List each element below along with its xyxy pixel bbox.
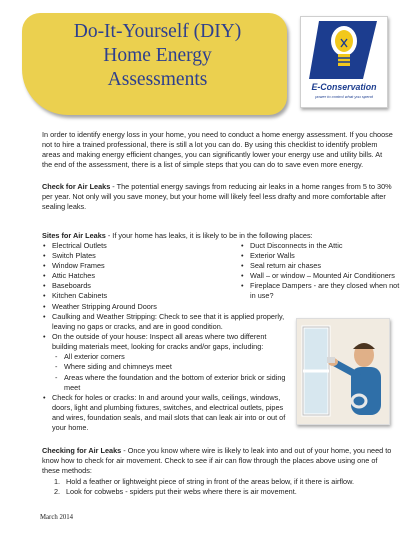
intro-paragraph: In order to identify energy loss in your home, you need to conduct a home energy assessment. If you choose not to hire a trained professional, there is still a lot you can do. By using this checklist to identify problem areas and making energy efficient changes, you can significantly lower your energy use and utility bills. At the end of the assessment, there is a list of simple steps that you can do to save even more energy. <box>42 130 393 170</box>
logo-name: E-Conservation <box>311 82 377 92</box>
step-text: Hold a feather or lightweight piece of string in front of the areas below, if it there is airflow. <box>66 477 354 486</box>
sites-air-leaks-heading: Sites for Air Leaks <box>42 231 106 240</box>
list-item: • Exterior Walls <box>240 251 400 261</box>
sites-air-leaks-paragraph <box>42 231 394 241</box>
footer-date: March 2014 <box>40 514 74 521</box>
page-title: Do-It-Yourself (DIY) Home Energy Assessments <box>73 21 242 90</box>
list-item: • Seal return air chases <box>240 261 400 271</box>
outside-item: • On the outside of your house: Inspect all areas where two different building materials meet, looking for cracks and/or gaps, including: <box>42 332 292 352</box>
list-item: • Wall – or window – Mounted Air Conditioners <box>240 271 400 281</box>
list-item <box>42 477 394 487</box>
checking-air-leaks-paragraph <box>42 446 394 476</box>
logo-tagline: power to control what you spend <box>315 94 373 99</box>
sites-air-leaks-text: - If your home has leaks, it is likely to be in the following places: <box>105 231 313 240</box>
check-air-leaks-paragraph <box>42 182 394 212</box>
holes-item: • Check for holes or cracks: In and around your walls, ceilings, windows, doors, light and plumbing fixtures, switches, and electrical outlets, pipes and wires, foundation seals, and mail slots that can leak air into or out of your home. <box>42 393 292 433</box>
list-item: • Window Frames <box>42 261 242 271</box>
man-caulking-window-icon <box>297 319 389 424</box>
list-item: - Where siding and chimneys meet <box>54 362 292 372</box>
checking-steps-list <box>42 477 394 497</box>
check-air-leaks-text: - The potential energy savings from reducing air leaks in a home ranges from 5 to 30% per year. Not only will you save money, but your home will likely feel less drafty and more comfortable after sealing leaks. <box>42 182 392 212</box>
list-item: • Baseboards <box>42 281 242 291</box>
list-item: • Weather Stripping Around Doors <box>42 302 242 312</box>
step-number: 1. <box>54 477 61 486</box>
step-text: Look for cobwebs - spiders put their webs where there is air movement. <box>66 487 297 497</box>
inspection-list <box>42 312 292 433</box>
list-item: - Areas where the foundation and the bottom of exterior brick or siding meet <box>54 373 292 393</box>
list-item: • Kitchen Cabinets <box>42 291 242 301</box>
e-conservation-logo <box>300 16 388 108</box>
check-air-leaks-heading: Check for Air Leaks <box>42 182 111 191</box>
step-number: 2. <box>54 487 61 497</box>
list-item: • Fireplace Dampers - are they closed when not in use? <box>240 281 400 301</box>
sites-right-column <box>240 241 400 302</box>
checking-air-leaks-heading: Checking for Air Leaks <box>42 446 122 455</box>
list-item: - All exterior corners <box>54 352 292 362</box>
outside-sublist <box>54 352 292 392</box>
sites-left-column <box>42 241 242 312</box>
list-item <box>42 487 394 497</box>
checking-air-leaks-text: - Once you know where wire is likely to leak into and out of your home, you need to know how to check for air movement. Check to see if air can flow through the places above using one of these methods: <box>42 446 392 476</box>
caulking-item: • Caulking and Weather Stripping: Check to see that it is applied properly, leaving no gaps or cracks, and are in good condition. <box>42 312 292 332</box>
list-item: • Electrical Outlets <box>42 241 242 251</box>
window-caulking-photo <box>296 318 390 425</box>
list-item: • Attic Hatches <box>42 271 242 281</box>
list-item: • Switch Plates <box>42 251 242 261</box>
list-item: • Duct Disconnects in the Attic <box>240 241 400 251</box>
